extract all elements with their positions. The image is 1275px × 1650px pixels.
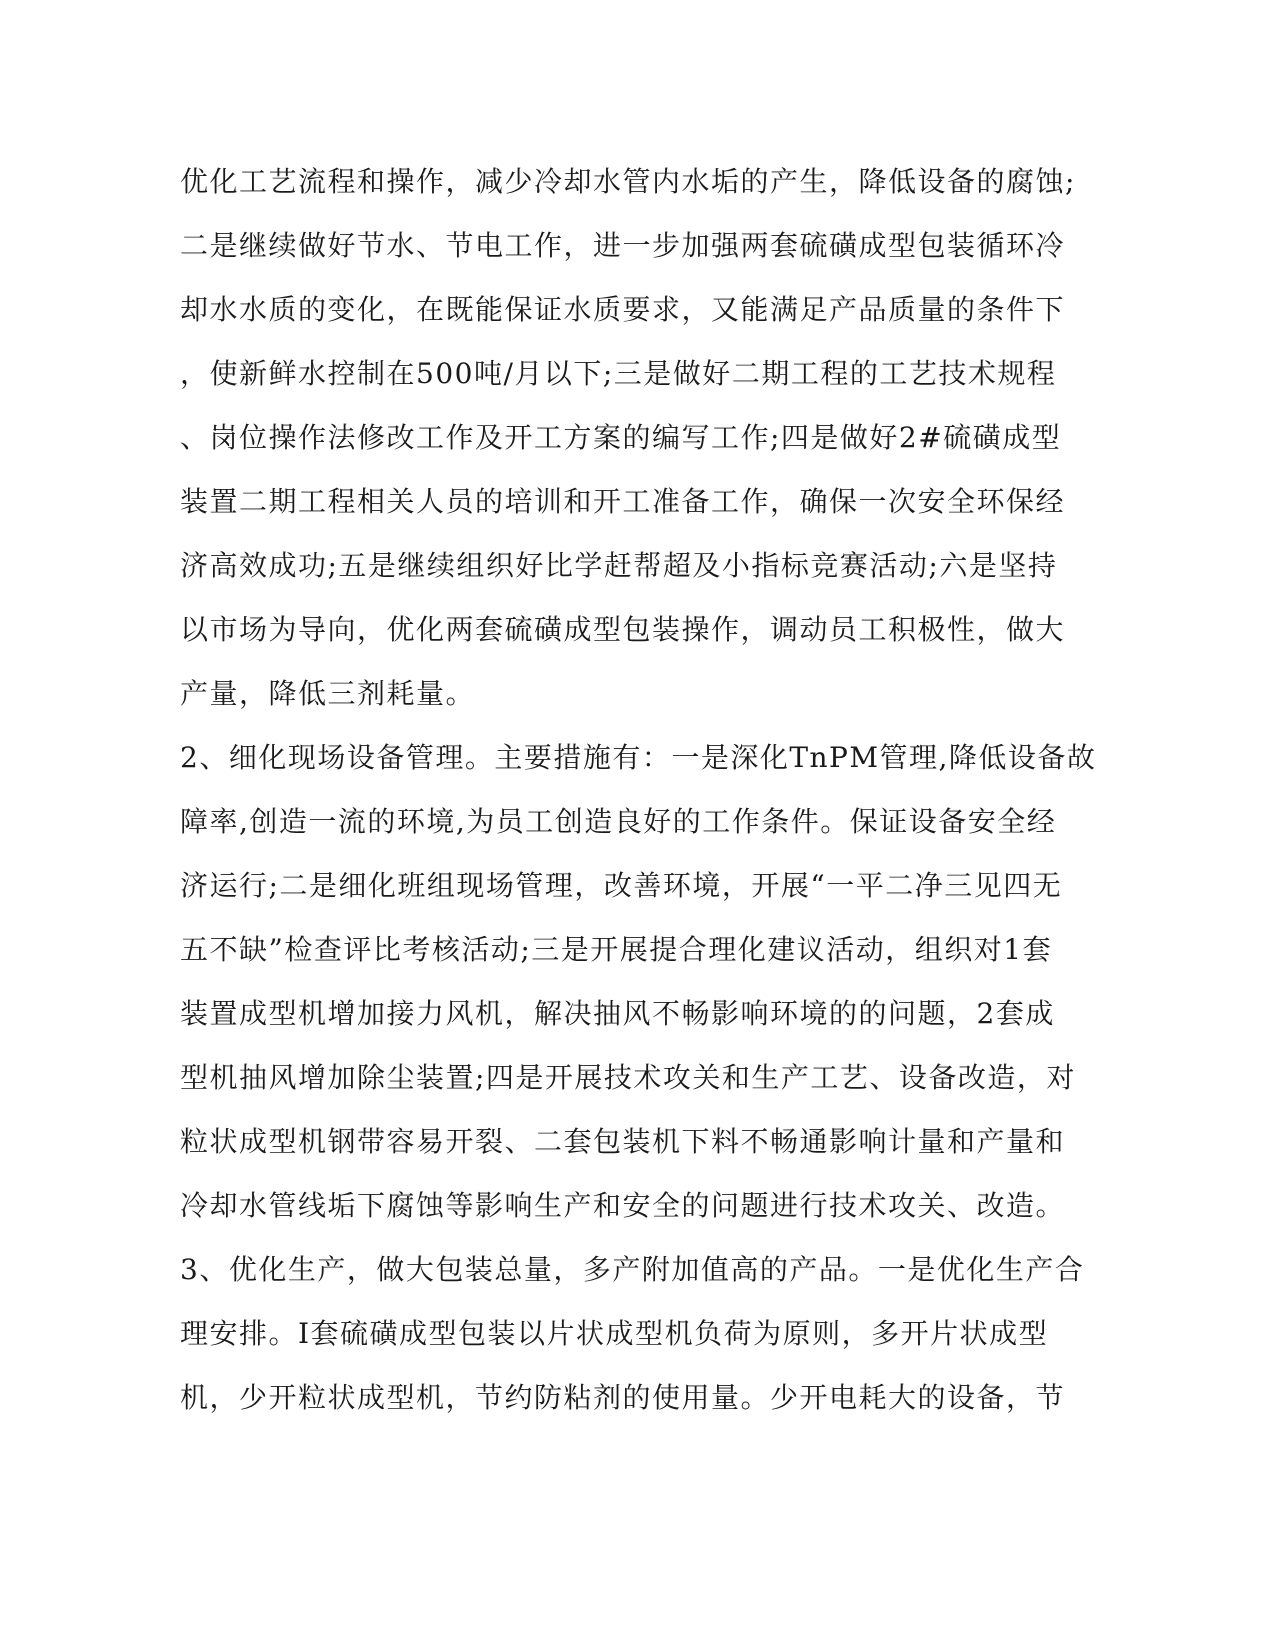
text-line: 、岗位操作法修改工作及开工方案的编写工作;四是做好2#硫磺成型 (180, 421, 1062, 454)
text-line: 障率,创造一流的环境,为员工创造良好的工作条件。保证设备安全经 (180, 805, 1057, 838)
text-line: 型机抽风增加除尘装置;四是开展技术攻关和生产工艺、设备改造，对 (180, 1061, 1076, 1094)
text-line: 机，少开粒状成型机，节约防粘剂的使用量。少开电耗大的设备，节 (180, 1381, 1066, 1414)
text-line: 理安排。Ⅰ套硫磺成型包装以片状成型机负荷为原则，多开片状成型 (180, 1317, 1049, 1350)
text-line: 优化工艺流程和操作，减少冷却水管内水垢的产生，降低设备的腐蚀; (180, 165, 1076, 198)
text-line: 装置二期工程相关人员的培训和开工准备工作，确保一次安全环保经 (180, 485, 1066, 518)
section-2-heading-line: 2、细化现场设备管理。主要措施有：一是深化TnPM管理,降低设备故 (180, 741, 1097, 774)
body-text (180, 150, 1097, 1430)
text-line: 产量，降低三剂耗量。 (180, 677, 476, 710)
text-line: 装置成型机增加接力风机，解决抽风不畅影响环境的的问题，2套成 (180, 997, 1055, 1030)
text-line: 粒状成型机钢带容易开裂、二套包装机下料不畅通影响计量和产量和 (180, 1125, 1066, 1158)
text-line: 以市场为导向，优化两套硫磺成型包装操作，调动员工积极性，做大 (180, 613, 1066, 646)
text-line: ，使新鲜水控制在500吨/月以下;三是做好二期工程的工艺技术规程 (180, 357, 1057, 390)
text-line: 冷却水管线垢下腐蚀等影响生产和安全的问题进行技术攻关、改造。 (180, 1189, 1066, 1222)
text-line: 五不缺”检查评比考核活动;三是开展提合理化建议活动，组织对1套 (180, 933, 1053, 966)
section-3-heading-line: 3、优化生产，做大包装总量，多产附加值高的产品。一是优化生产合 (180, 1253, 1085, 1286)
text-line: 二是继续做好节水、节电工作，进一步加强两套硫磺成型包装循环冷 (180, 229, 1066, 262)
text-line: 却水水质的变化，在既能保证水质要求，又能满足产品质量的条件下 (180, 293, 1066, 326)
text-line: 济运行;二是细化班组现场管理，改善环境，开展“一平二净三见四无 (180, 869, 1063, 902)
text-line: 济高效成功;五是继续组织好比学赶帮超及小指标竞赛活动;六是坚持 (180, 549, 1058, 582)
